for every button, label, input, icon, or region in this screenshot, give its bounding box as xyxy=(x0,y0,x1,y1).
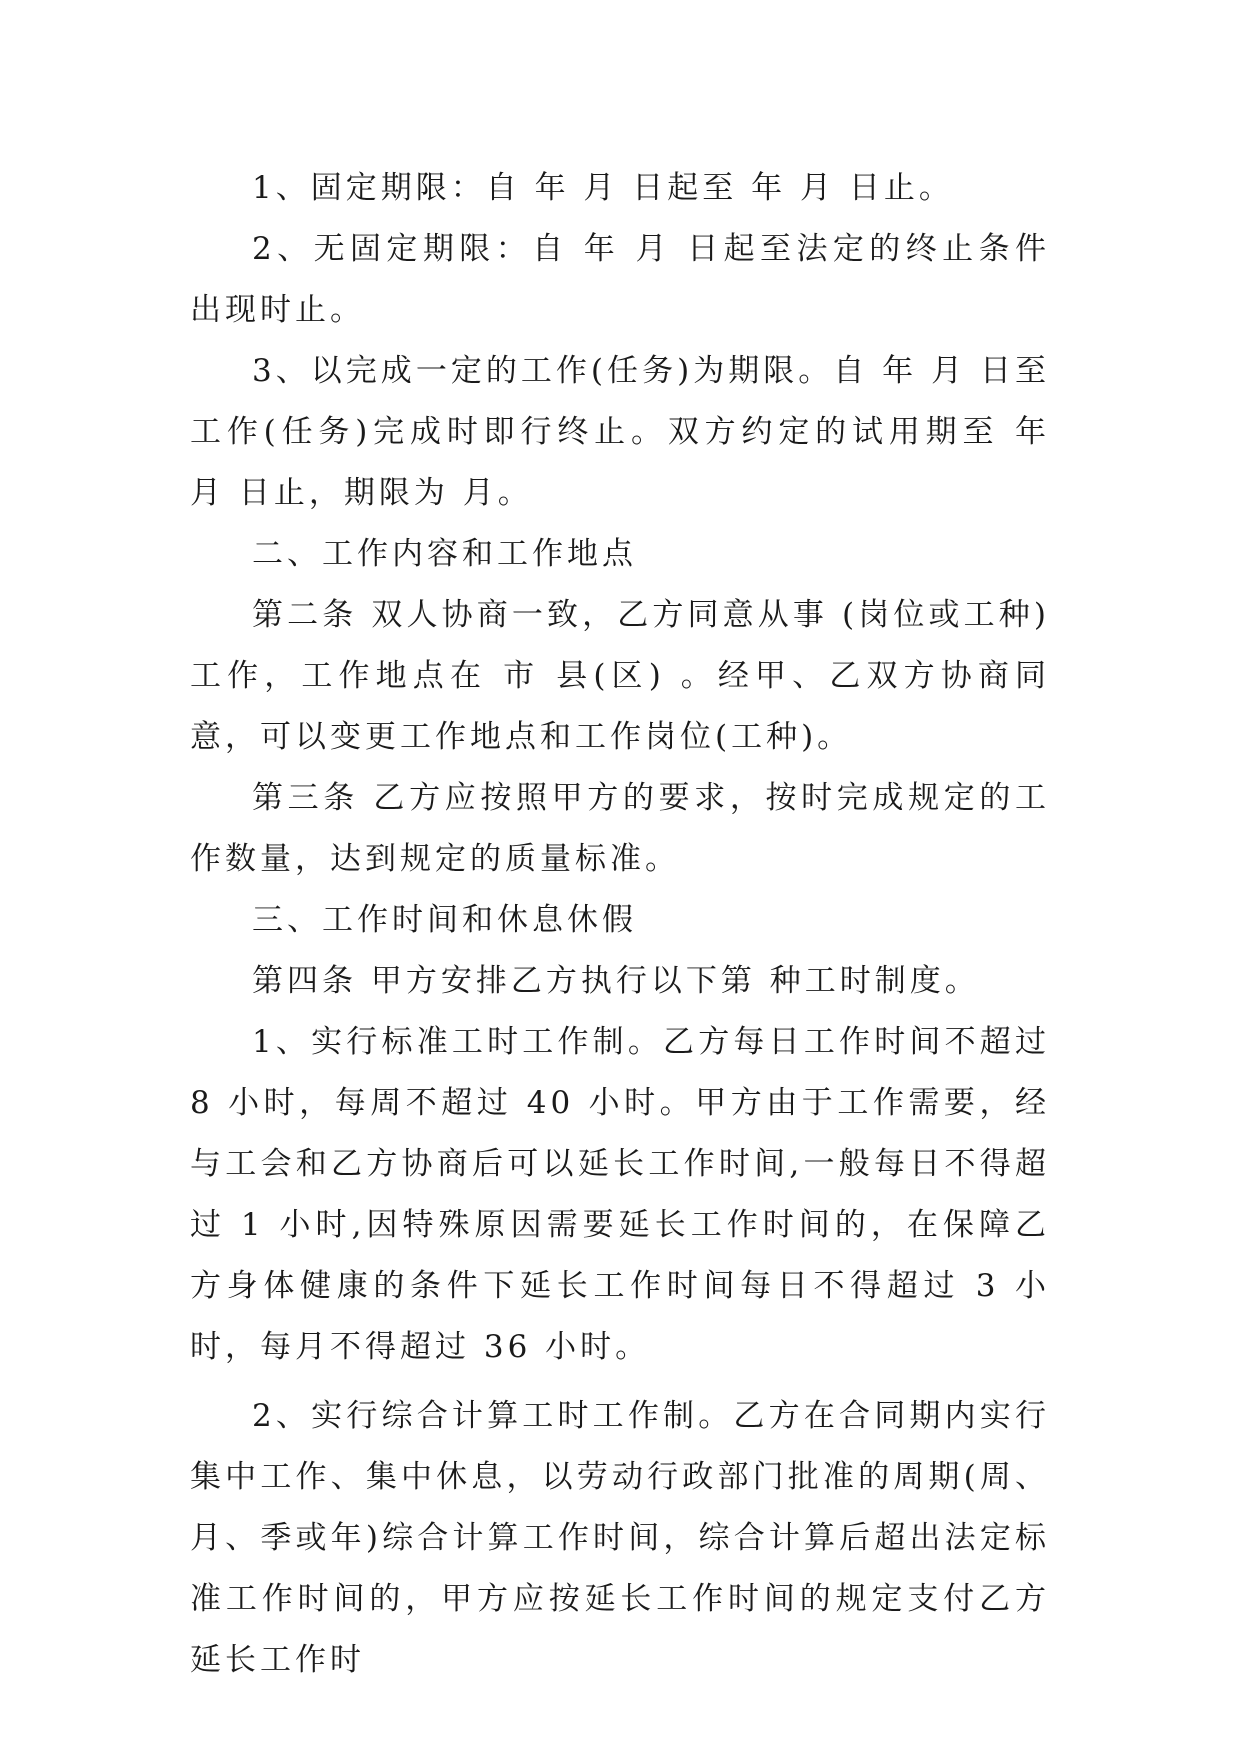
paragraph-open-term: 2、无固定期限：自 年 月 日起至法定的终止条件出现时止。 xyxy=(190,231,1050,328)
paragraph-task-term: 3、以完成一定的工作(任务)为期限。自 年 月 日至工作(任务)完成时即行终止。双方约定的试用期至 年 月 日止，期限为 月。 xyxy=(190,353,1050,511)
section-heading-work-hours: 三、工作时间和休息休假 xyxy=(252,902,637,938)
section-heading-work-content: 二、工作内容和工作地点 xyxy=(252,536,637,572)
paragraph-fixed-term: 1、固定期限：自 年 月 日起至 年 月 日止。 xyxy=(252,170,954,206)
article-2-paragraph: 第二条 双人协商一致，乙方同意从事 (岗位或工种)工作，工作地点在 市 县(区) 。经甲、乙双方协商同意，可以变更工作地点和工作岗位(工种)。 xyxy=(190,597,1050,755)
paragraph-comprehensive-hours: 2、实行综合计算工时工作制。乙方在合同期内实行集中工作、集中休息，以劳动行政部门批准的周期(周、月、季或年)综合计算工作时间，综合计算后超出法定标准工作时间的，甲方应按延长工作时间的规定支付乙方延长工作时 xyxy=(190,1398,1050,1678)
document-body xyxy=(190,158,1050,1691)
article-4-paragraph: 第四条 甲方安排乙方执行以下第 种工时制度。 xyxy=(252,963,980,999)
article-3-paragraph: 第三条 乙方应按照甲方的要求，按时完成规定的工作数量，达到规定的质量标准。 xyxy=(190,780,1050,877)
paragraph-standard-hours: 1、实行标准工时工作制。乙方每日工作时间不超过 8 小时，每周不超过 40 小时。甲方由于工作需要，经与工会和乙方协商后可以延长工作时间,一般每日不得超过 1 小时,因特殊原因需要延长工作时间的，在保障乙方身体健康的条件下延长工作时间每日不得超过 3 小时，每月不得超过 36 小时。 xyxy=(190,1024,1050,1365)
